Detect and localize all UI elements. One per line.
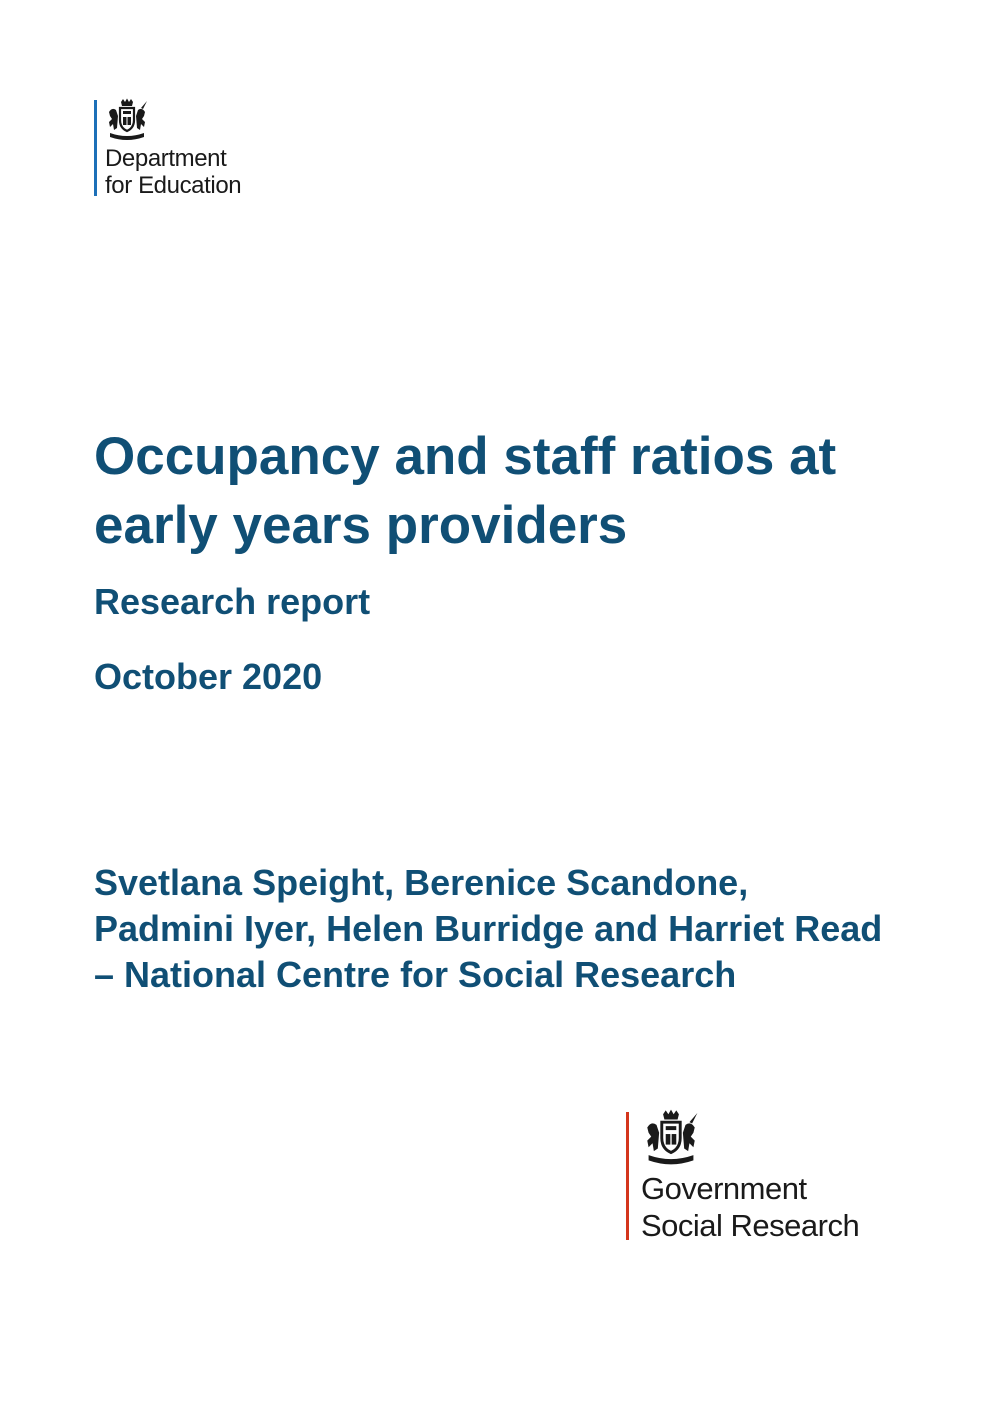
dfe-logo-line-2: for Education	[105, 172, 242, 199]
report-authors: Svetlana Speight, Berenice Scandone, Padmini Iyer, Helen Burridge and Harriet Read – National Centre for Social Research	[94, 862, 883, 995]
gsr-logo-text	[641, 1170, 859, 1244]
gsr-logo	[626, 1109, 926, 1241]
gsr-logo-line-2: Social Research	[641, 1208, 860, 1243]
report-title: Occupancy and staff ratios at early years providers	[94, 427, 837, 555]
gsr-logo-line-1: Government	[641, 1171, 807, 1206]
dfe-logo-rule	[94, 100, 97, 196]
report-subtitle: Research report	[94, 581, 371, 622]
dfe-logo-text	[105, 145, 241, 199]
royal-coat-of-arms-icon	[105, 98, 149, 142]
dfe-logo	[94, 98, 294, 198]
publication-date: October 2020	[94, 656, 323, 697]
dfe-logo-line-1: Department	[105, 145, 227, 172]
gsr-logo-rule	[626, 1112, 629, 1240]
royal-coat-of-arms-icon	[640, 1109, 702, 1167]
